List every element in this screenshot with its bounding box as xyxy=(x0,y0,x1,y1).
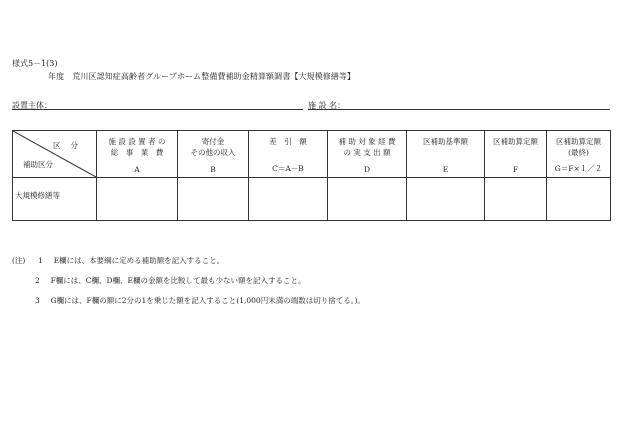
column-label: 施 設 設 置 者 の xyxy=(108,137,166,146)
column-label: 区補助基準額 xyxy=(423,137,468,146)
column-header-c xyxy=(249,131,328,178)
note-number: 2 xyxy=(35,276,40,285)
column-letter: G＝F×１／２ xyxy=(554,164,603,173)
value-cell-f[interactable] xyxy=(485,178,547,221)
document-title: 年度 荒川区認知症高齢者グループホーム整備費補助金精算額調書【大規模修繕等】 xyxy=(48,72,356,81)
column-header-e xyxy=(407,131,485,178)
column-header-a xyxy=(97,131,178,178)
column-letter: B xyxy=(210,165,216,174)
settlement-table xyxy=(12,130,611,221)
table-row xyxy=(13,178,611,221)
note-3 xyxy=(35,295,365,306)
column-label: その他の収入 xyxy=(190,148,236,157)
row-label: 大規模修繕等 xyxy=(15,191,60,200)
column-label: 差 引 額 xyxy=(269,137,307,146)
diagonal-header-cell xyxy=(13,131,97,178)
value-cell-a[interactable] xyxy=(97,178,178,221)
column-header-b xyxy=(178,131,249,178)
facility-label: 施 設 名： xyxy=(308,101,346,110)
column-header-g xyxy=(547,131,611,178)
row-label-cell xyxy=(13,178,97,221)
notes-prefix: (注) xyxy=(12,256,26,265)
value-cell-g[interactable] xyxy=(547,178,611,221)
header-row xyxy=(13,131,611,178)
column-label: の 実 支 出 額 xyxy=(343,148,391,157)
note-text: E欄には、本要綱に定める補助額を記入すること。 xyxy=(53,256,225,265)
note-1 xyxy=(12,255,224,266)
form-number: 様式5－1(3) xyxy=(12,59,58,68)
column-label: 区補助算定額 xyxy=(493,137,538,146)
note-number: 3 xyxy=(35,296,40,305)
column-header-f xyxy=(485,131,547,178)
value-cell-c[interactable] xyxy=(249,178,328,221)
column-letter: C＝A－B xyxy=(272,164,304,173)
subsidy-category-label: 補助区分 xyxy=(23,160,53,169)
column-letter: E xyxy=(442,165,449,174)
note-number: 1 xyxy=(38,256,43,265)
column-label: 区補助算定額 xyxy=(556,137,601,146)
diagonal-line xyxy=(13,131,96,177)
column-letter: D xyxy=(363,165,370,174)
facility-field[interactable] xyxy=(308,100,610,110)
value-cell-d[interactable] xyxy=(328,178,407,221)
column-label: 総 事 業 費 xyxy=(110,148,164,157)
note-text: G欄には、F欄の額に2分の1を乗じた額を記入すること(1,000円未満の端数は切り捨てる。)。 xyxy=(50,296,365,305)
note-text: F欄には、C欄、D欄、E欄の金額を比較して最も少ない額を記入すること。 xyxy=(50,276,306,285)
column-label: 補 助 対 象 経 費 xyxy=(338,137,396,146)
category-label: 区分 xyxy=(53,141,88,150)
subject-label: 設置主体： xyxy=(12,101,52,110)
column-header-d xyxy=(328,131,407,178)
value-cell-b[interactable] xyxy=(178,178,249,221)
column-label: (最終) xyxy=(568,148,589,157)
column-letter: F xyxy=(512,165,519,174)
subject-field[interactable] xyxy=(12,100,303,110)
value-cell-e[interactable] xyxy=(407,178,485,221)
column-letter: A xyxy=(134,165,140,174)
column-label: 寄付金 xyxy=(201,137,225,146)
note-2 xyxy=(35,275,306,286)
